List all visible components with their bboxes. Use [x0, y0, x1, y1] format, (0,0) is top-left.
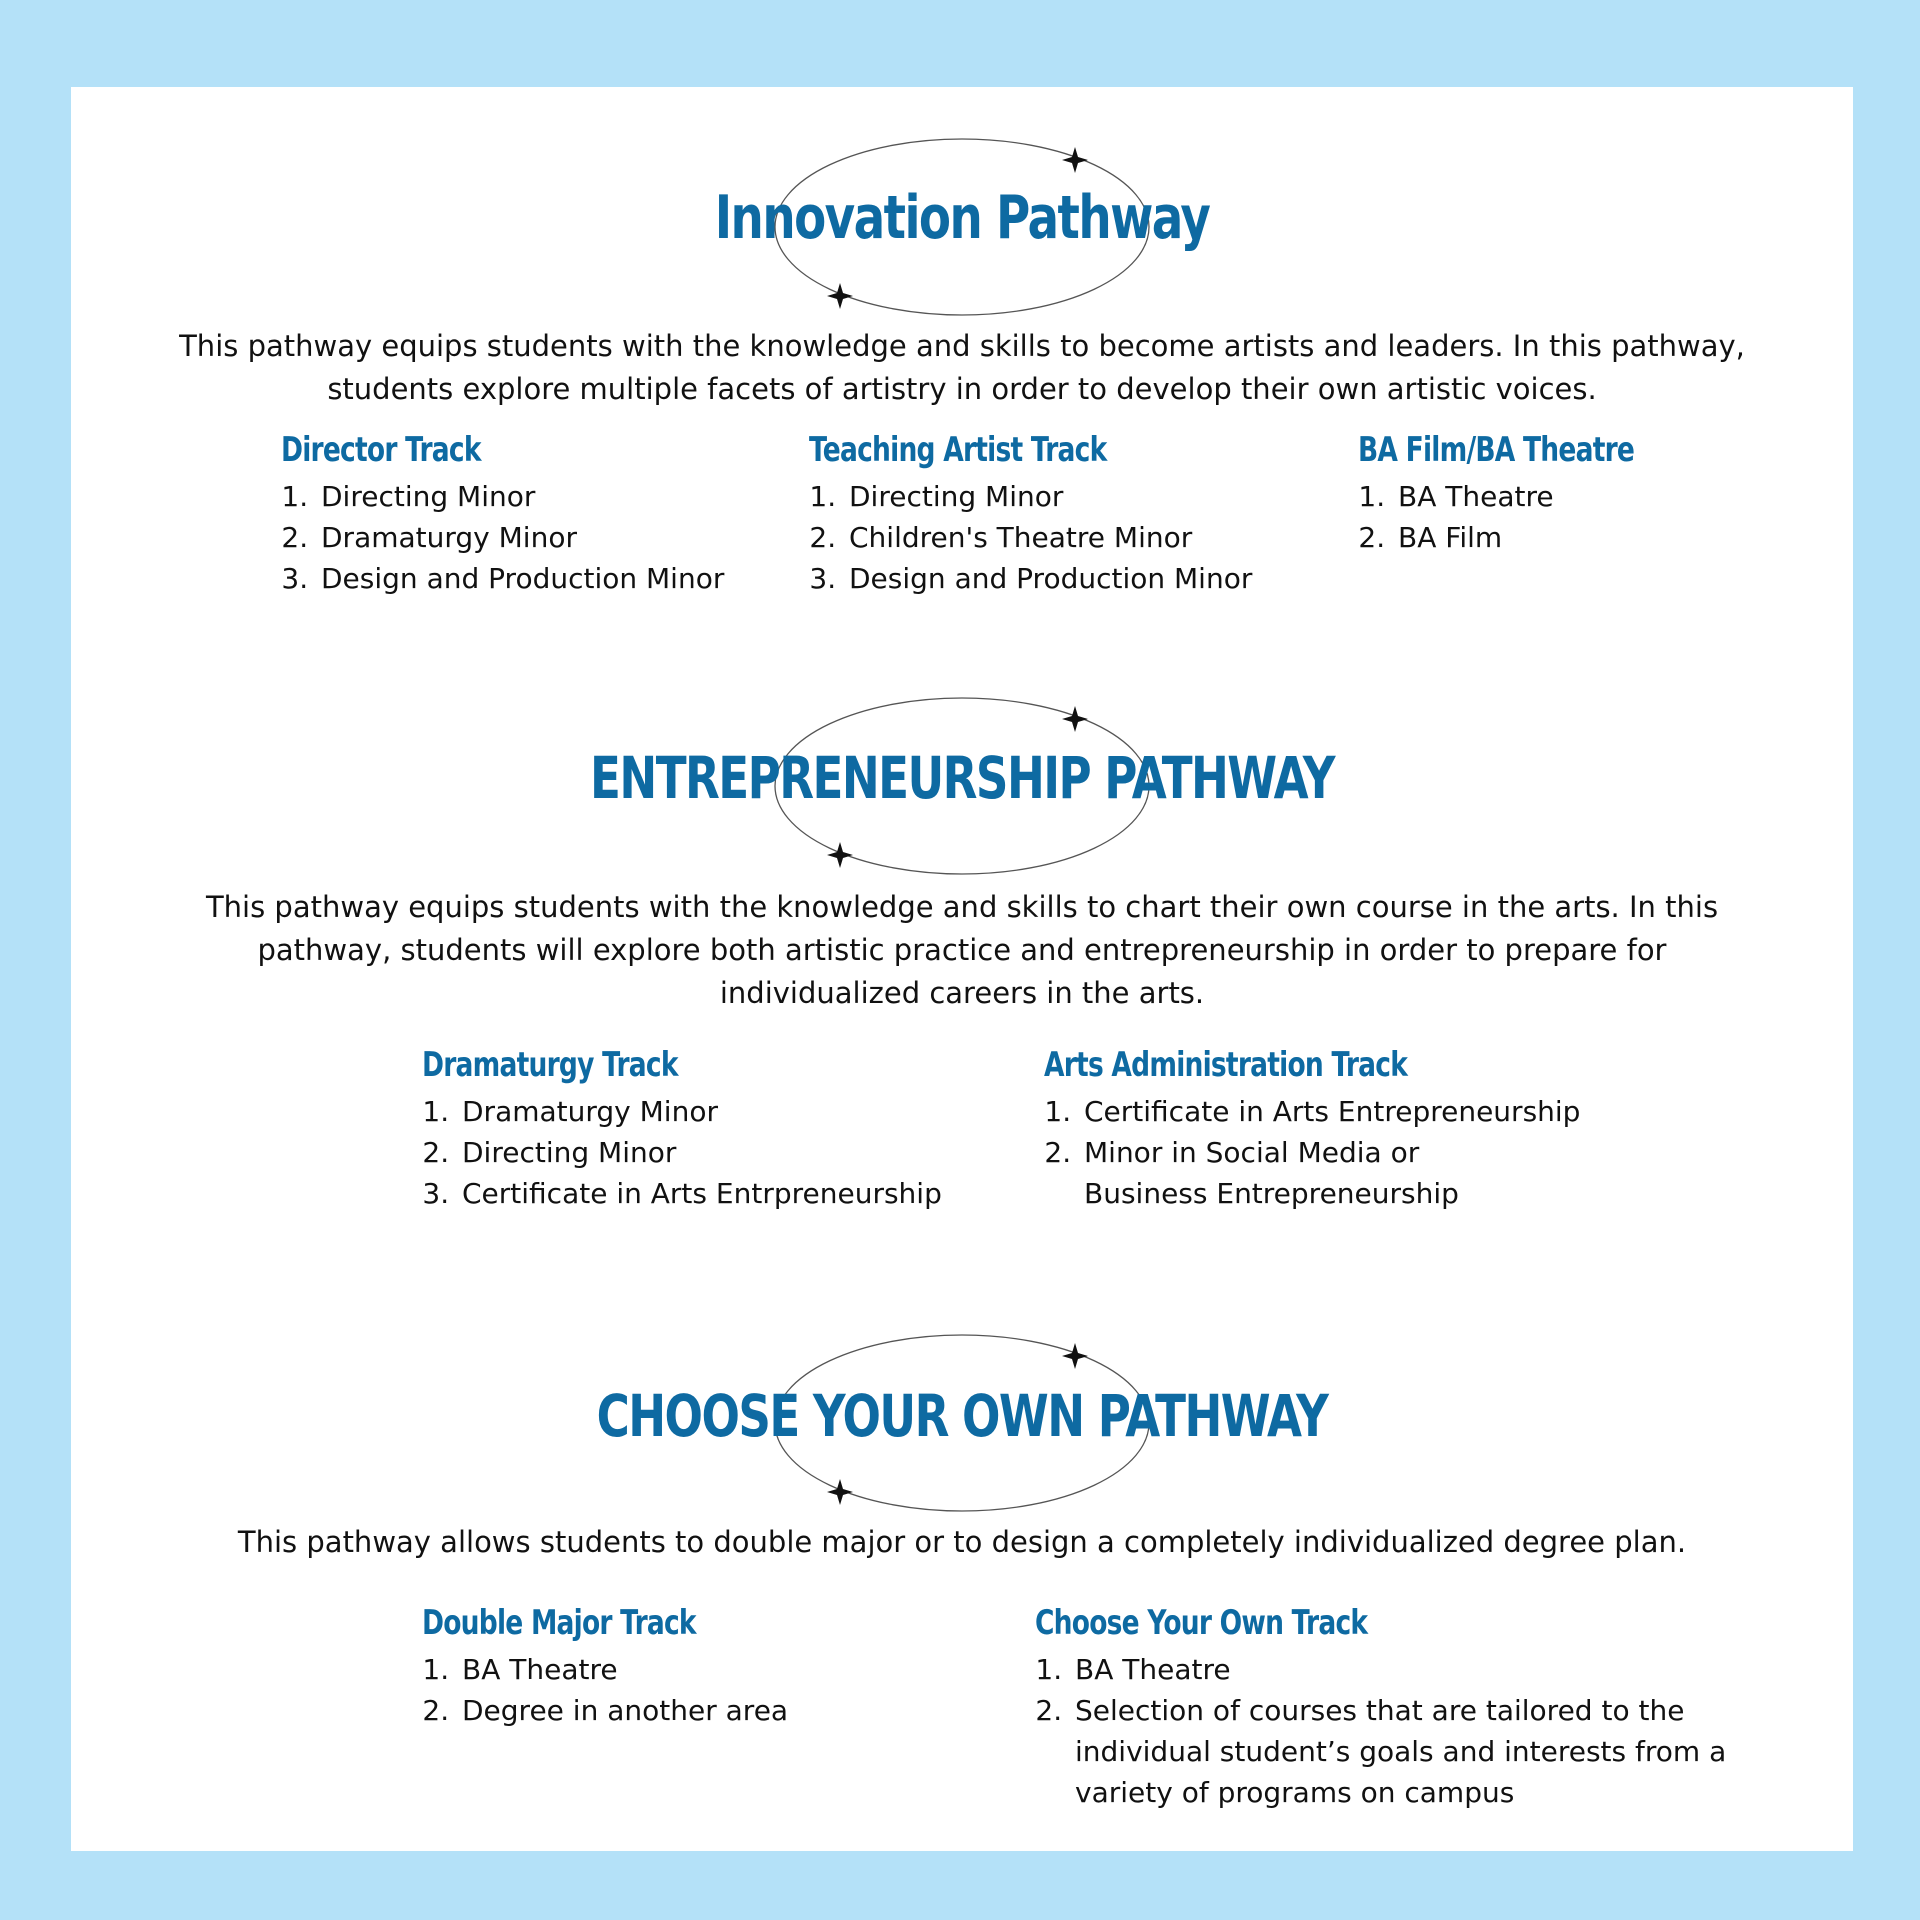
innovation-pathway-description: This pathway equips students with the knowledge and skills to become artists and leaders. In this pathway, students explore multiple facets of artistry in order to develop their own artistic voices.: [179, 329, 1745, 406]
list-item: 2. Degree in another area: [458, 1690, 922, 1731]
list-item: 1. Directing Minor: [845, 476, 1289, 517]
track-list: [422, 1091, 1002, 1214]
list-item: 1. Directing Minor: [317, 476, 741, 517]
sparkle-icon: [827, 283, 853, 309]
list-item: 2. Dramaturgy Minor: [317, 517, 741, 558]
list-item: 3. Certificate in Arts Entrpreneurship: [458, 1173, 1002, 1214]
arts-administration-track: [1044, 1045, 1604, 1214]
track-title: Arts Administration Track: [1044, 1045, 1408, 1085]
sparkle-icon: [1062, 147, 1088, 173]
track-title: BA Film/BA Theatre: [1358, 430, 1635, 470]
track-list: [1358, 476, 1758, 558]
list-item: 2. BA Film: [1394, 517, 1758, 558]
track-title: Director Track: [281, 430, 481, 470]
sparkle-icon: [827, 1479, 853, 1505]
track-title: Teaching Artist Track: [809, 430, 1107, 470]
track-list: [281, 476, 741, 599]
list-item: 3. Design and Production Minor: [845, 558, 1289, 599]
sparkle-icon: [1062, 1343, 1088, 1369]
dramaturgy-track: [422, 1045, 1002, 1214]
teaching-artist-track: [809, 430, 1289, 599]
track-title: Dramaturgy Track: [422, 1045, 678, 1085]
innovation-pathway-title: Innovation Pathway: [714, 183, 1210, 253]
track-title: Double Major Track: [422, 1603, 696, 1643]
entrepreneurship-pathway-title: ENTREPRENEURSHIP PATHWAY: [590, 744, 1334, 812]
list-item: 1. Certificate in Arts Entrepreneurship: [1080, 1091, 1604, 1132]
content-card: [71, 87, 1853, 1851]
entrepreneurship-pathway-description: This pathway equips students with the knowledge and skills to chart their own course in the arts. In this pathway, students will explore both artistic practice and entrepreneurship in order to prepare for individualized careers in the arts.: [205, 890, 1719, 1010]
list-item: 2. Children's Theatre Minor: [845, 517, 1289, 558]
list-item: 1. Dramaturgy Minor: [458, 1091, 1002, 1132]
track-list: [1035, 1649, 1765, 1813]
track-title: Choose Your Own Track: [1035, 1603, 1368, 1643]
choose-pathway-description: This pathway allows students to double major or to design a completely individualized degree plan.: [237, 1525, 1687, 1559]
list-item: 2. Directing Minor: [458, 1132, 1002, 1173]
sparkle-icon: [1062, 706, 1088, 732]
list-item: 1. BA Theatre: [1394, 476, 1758, 517]
list-item: 1. BA Theatre: [1071, 1649, 1765, 1690]
ba-film-theatre-track: [1358, 430, 1758, 558]
list-item: 1. BA Theatre: [458, 1649, 922, 1690]
director-track: [281, 430, 741, 599]
track-list: [422, 1649, 922, 1731]
choose-pathway-title: CHOOSE YOUR OWN PATHWAY: [596, 1382, 1328, 1450]
list-item: 2. Selection of courses that are tailored to the individual student’s goals and interests from a variety of programs on campus: [1071, 1690, 1755, 1813]
list-item: 3. Design and Production Minor: [317, 558, 741, 599]
sparkle-icon: [827, 842, 853, 868]
choose-your-own-track: [1035, 1603, 1765, 1813]
track-list: [1044, 1091, 1604, 1214]
double-major-track: [422, 1603, 922, 1731]
list-item: 2. Minor in Social Media or Business Entrepreneurship: [1080, 1132, 1484, 1214]
track-list: [809, 476, 1289, 599]
